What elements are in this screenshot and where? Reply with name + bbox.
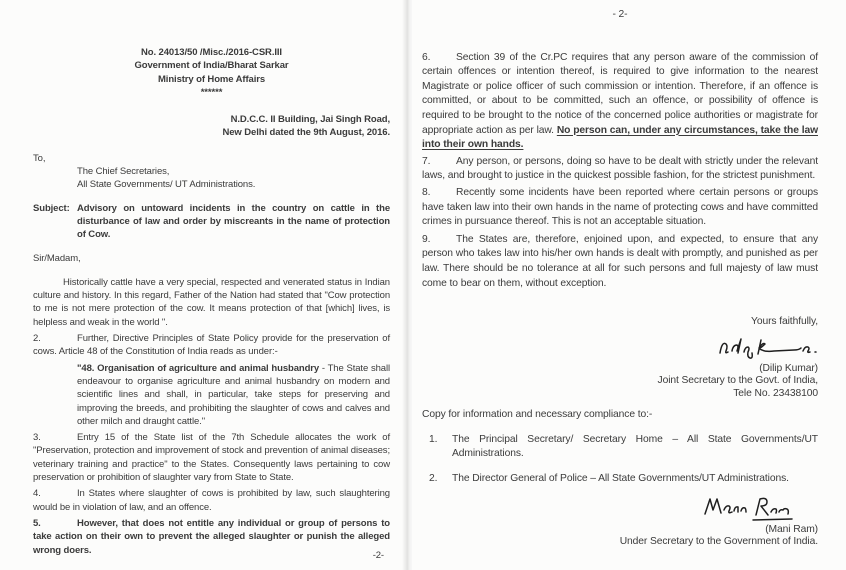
signatory-2-name: (Mani Ram) [765, 523, 818, 535]
paragraph-intro: Historically cattle have a very special, respected and venerated status in Indian culture and history. In this regard, Father of the Nation had stated that "Cow protection to me is not mere protection of the cow. It means protection of that [which] lives, is helpless and weak in the world ". [33, 276, 390, 328]
recipient-line-2: All State Governments/ UT Administrations. [77, 179, 256, 191]
copy-heading: Copy for information and necessary compliance to:- [422, 409, 653, 421]
mani-ram-signature-icon [700, 492, 796, 524]
org-line-1: Government of India/Bharat Sarkar [134, 60, 289, 72]
page-2-header-number: - 2- [612, 9, 628, 20]
copy-item-2 [422, 472, 818, 487]
copy-item-text: The Principal Secretary/ Secretary Home – All State Governments/UT Administrations. [452, 433, 818, 460]
org-line-2: Ministry of Home Affairs [157, 73, 266, 85]
letter-head [33, 46, 390, 99]
reference-number: No. 24013/50 /Misc./2016-CSR.III [141, 47, 282, 58]
paragraph-text: Recently some incidents have been reported where certain persons or groups have taken law into their own hands in the name of protecting cows and have committed crimes in pursuance thereof. This is not an acceptable situation. [422, 186, 818, 228]
subject-text: Advisory on untoward incidents in the country on cattle in the disturbance of law and order by miscreants in the name of protection of Cow. [77, 202, 390, 241]
page-1 [0, 0, 406, 570]
paragraph-text: However, that does not entitle any individual or group of persons to take action on their own to prevent the alleged slaughter or punish the alleged wrong doers. [33, 517, 390, 556]
paragraph-7 [422, 155, 818, 184]
paragraph-5 [33, 517, 390, 557]
page-1-footer-number: -2- [372, 549, 384, 561]
paragraph-text: Section 39 of the Cr.PC requires that any person aware of the commission of certain offences or intention thereof, is required to give information to the nearest Magistrate or police officer of such commission or intention. Therefore, if an offence is committed, or about to be committed, such an offence, or possibility of offence is required to be brought to the notice of the concerned police authorities or magistrate for appropriate action as per law. [422, 51, 818, 136]
subject-block [33, 202, 390, 242]
paragraph-text: Entry 15 of the State list of the 7th Schedule allocates the work of "Preservation, protection and improvement of stock and prevention of animal diseases; veterinary training and practice" to the States. Consequently laws pertaining to cow preservation or prohibition of slaughter vary from State to State. [33, 432, 390, 484]
paragraph-number: 5. [33, 517, 41, 529]
copy-item-number: 2. [429, 472, 438, 484]
to-label: To, [33, 152, 46, 164]
mani-ram-signature [422, 492, 796, 524]
paragraph-number: 4. [33, 488, 41, 500]
paragraph-text: The States are, therefore, enjoined upon, and expected, to ensure that any person who takes law into his/her own hands is dealt with promptly, and punished as per law. There should be no tolerance at all for such persons and full majesty of law must come to bear on them, without exception. [422, 233, 818, 289]
salutation: Sir/Madam, [33, 252, 81, 264]
paragraph-number: 7. [422, 155, 431, 167]
paragraph-6 [422, 51, 818, 153]
signatory-1-name: (Dilip Kumar) [759, 362, 818, 374]
closing-salutation: Yours faithfully, [751, 316, 818, 328]
dilip-kumar-signature [422, 333, 818, 363]
dilip-kumar-signature-icon [714, 333, 818, 361]
paragraph-6-emphasis: No person can, under any circumstances, take the law into their own hands. [422, 124, 818, 151]
paragraph-3 [33, 431, 390, 484]
paragraph-8 [422, 186, 818, 230]
subject-label: Subject: [33, 202, 70, 214]
paragraph-9 [422, 233, 818, 291]
quote-bold-text: "48. Organisation of agriculture and animal husbandry [77, 362, 320, 374]
signatory-1-tele: Tele No. 23438100 [733, 387, 818, 399]
paragraph-number: 8. [422, 186, 431, 198]
paragraph-text: Further, Directive Principles of State Policy provide for the preservation of cows. Article 48 of the Constitution of India reads as under:- [33, 333, 390, 358]
page-2 [412, 0, 846, 570]
address-line-1: N.D.C.C. II Building, Jai Singh Road, [230, 114, 390, 126]
signatory-1 [422, 363, 818, 401]
quote-text: - The State shall endeavour to organise agriculture and animal husbandry on modern and scientific lines and shall, in particular, take steps for preserving and improving the breeds, and prohibiting the slaughter of cows and calves and other milch and draught cattle." [77, 362, 390, 427]
paragraph-number: 2. [33, 333, 41, 345]
copy-item-1 [422, 433, 818, 462]
issuing-address [33, 113, 390, 140]
paragraph-number: 6. [422, 51, 431, 63]
paragraph-number: 3. [33, 432, 41, 444]
copy-item-text: The Director General of Police – All State Governments/UT Administrations. [452, 472, 789, 484]
paragraph-text: In States where slaughter of cows is prohibited by law, such slaughtering would be in violation of law, and an offence. [33, 488, 390, 513]
paragraph-text: Any person, or persons, doing so have to be dealt with strictly under the relevant laws, and brought to justice in the quickest possible fashion, for the strictest punishment. [422, 155, 818, 182]
copy-item-number: 1. [429, 433, 438, 445]
article-48-quote [77, 362, 390, 428]
recipient-line-1: The Chief Secretaries, [77, 166, 170, 178]
signatory-2-title: Under Secretary to the Government of India. [619, 536, 818, 548]
paragraph-2 [33, 332, 390, 359]
paragraph-4 [33, 487, 390, 514]
separator-stars: ****** [200, 86, 223, 98]
paragraph-number: 9. [422, 233, 431, 245]
address-line-2: New Delhi dated the 9th August, 2016. [222, 127, 390, 139]
signatory-1-title: Joint Secretary to the Govt. of India, [657, 375, 818, 387]
signatory-2 [422, 524, 818, 549]
